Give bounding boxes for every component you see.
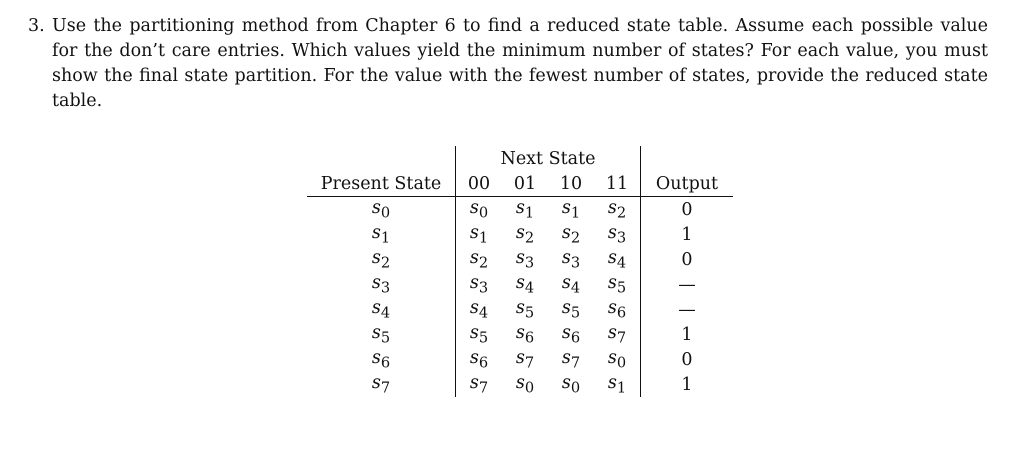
present-state-cell — [307, 297, 456, 322]
state-index: 0 — [524, 379, 535, 397]
header-row-bottom — [307, 171, 733, 197]
state-symbol: s — [607, 372, 617, 393]
state-index: 0 — [570, 379, 581, 397]
state-index: 5 — [524, 304, 535, 322]
next-state-cell — [594, 372, 641, 397]
state-index: 3 — [524, 254, 535, 272]
next-state-cell — [548, 247, 594, 272]
state-index: 2 — [478, 254, 489, 272]
next-state-cell — [594, 322, 641, 347]
state-index: 1 — [524, 204, 535, 222]
next-state-cell — [456, 297, 503, 322]
next-state-cell — [502, 347, 548, 372]
next-state-cell — [594, 272, 641, 297]
state-index: 1 — [478, 229, 489, 247]
state-index: 2 — [524, 229, 535, 247]
state-index: 0 — [616, 354, 627, 372]
state-index: 5 — [380, 329, 391, 347]
table-row — [307, 247, 733, 272]
present-state-cell — [307, 197, 456, 223]
state-symbol: s — [469, 272, 479, 293]
state-index: 4 — [524, 279, 535, 297]
next-state-cell — [456, 247, 503, 272]
input-header-01: 01 — [502, 171, 548, 197]
next-state-cell — [502, 297, 548, 322]
state-index: 0 — [380, 204, 391, 222]
next-state-cell — [594, 247, 641, 272]
state-index: 1 — [616, 379, 627, 397]
next-state-cell — [502, 372, 548, 397]
next-state-cell — [456, 222, 503, 247]
next-state-cell — [502, 222, 548, 247]
input-header-10: 10 — [548, 171, 594, 197]
state-index: 1 — [570, 204, 581, 222]
state-index: 5 — [478, 329, 489, 347]
present-state-cell — [307, 347, 456, 372]
state-symbol: s — [515, 372, 525, 393]
state-symbol: s — [371, 322, 381, 343]
state-index: 4 — [478, 304, 489, 322]
next-state-cell — [456, 322, 503, 347]
problem-statement — [28, 14, 988, 114]
output-cell: 0 — [641, 247, 734, 272]
state-index: 6 — [478, 354, 489, 372]
table-row — [307, 222, 733, 247]
state-index: 5 — [616, 279, 627, 297]
next-state-cell — [456, 197, 503, 223]
state-index: 3 — [380, 279, 391, 297]
present-state-cell — [307, 247, 456, 272]
next-state-cell — [456, 347, 503, 372]
output-cell: 0 — [641, 347, 734, 372]
state-symbol: s — [515, 347, 525, 368]
header-row-top — [307, 146, 733, 171]
state-symbol: s — [469, 247, 479, 268]
state-index: 4 — [570, 279, 581, 297]
state-index: 7 — [524, 354, 535, 372]
state-symbol: s — [561, 347, 571, 368]
state-index: 2 — [380, 254, 391, 272]
state-index: 3 — [478, 279, 489, 297]
state-symbol: s — [469, 297, 479, 318]
state-symbol: s — [607, 222, 617, 243]
next-state-cell — [548, 297, 594, 322]
state-symbol: s — [515, 322, 525, 343]
output-cell: 1 — [641, 322, 734, 347]
state-symbol: s — [371, 347, 381, 368]
state-symbol: s — [469, 372, 479, 393]
state-symbol: s — [561, 272, 571, 293]
state-index: 2 — [570, 229, 581, 247]
state-index: 4 — [616, 254, 627, 272]
input-header-00: 00 — [456, 171, 503, 197]
next-state-cell — [502, 272, 548, 297]
output-cell: 0 — [641, 197, 734, 223]
state-symbol: s — [561, 222, 571, 243]
state-index: 5 — [570, 304, 581, 322]
state-index: 7 — [616, 329, 627, 347]
next-state-cell — [594, 347, 641, 372]
next-state-cell — [594, 197, 641, 223]
next-state-cell — [456, 272, 503, 297]
state-symbol: s — [561, 297, 571, 318]
table-row — [307, 197, 733, 223]
state-index: 2 — [616, 204, 627, 222]
state-symbol: s — [469, 197, 479, 218]
state-symbol: s — [469, 322, 479, 343]
output-cell: — — [641, 297, 734, 322]
state-symbol: s — [561, 197, 571, 218]
state-symbol: s — [607, 247, 617, 268]
state-symbol: s — [371, 372, 381, 393]
table-row — [307, 297, 733, 322]
state-symbol: s — [371, 197, 381, 218]
next-state-cell — [548, 347, 594, 372]
state-table — [307, 146, 733, 397]
state-symbol: s — [607, 297, 617, 318]
state-symbol: s — [515, 197, 525, 218]
state-index: 6 — [570, 329, 581, 347]
next-state-cell — [502, 197, 548, 223]
state-symbol: s — [561, 322, 571, 343]
present-state-cell — [307, 222, 456, 247]
next-state-cell — [456, 372, 503, 397]
state-symbol: s — [371, 297, 381, 318]
state-symbol: s — [607, 197, 617, 218]
state-index: 6 — [616, 304, 627, 322]
table-row — [307, 372, 733, 397]
next-state-cell — [548, 272, 594, 297]
state-symbol: s — [561, 372, 571, 393]
problem-text: Use the partitioning method from Chapter 6 to find a reduced state table. Assume each possible value for the don’t care entries. Which values yield the minimum number of states? For each value, you must show the final state partition. For the value with the fewest number of states, provide the reduced state table. — [52, 16, 988, 111]
next-state-cell — [548, 197, 594, 223]
table-row — [307, 347, 733, 372]
next-state-header: Next State — [456, 146, 641, 171]
next-state-cell — [594, 222, 641, 247]
state-index: 7 — [478, 379, 489, 397]
output-cell: — — [641, 272, 734, 297]
state-index: 4 — [380, 304, 391, 322]
state-symbol: s — [607, 272, 617, 293]
state-symbol: s — [469, 347, 479, 368]
state-symbol: s — [607, 322, 617, 343]
state-index: 3 — [616, 229, 627, 247]
state-symbol: s — [515, 272, 525, 293]
present-state-cell — [307, 372, 456, 397]
state-index: 3 — [570, 254, 581, 272]
state-symbol: s — [469, 222, 479, 243]
state-index: 1 — [380, 229, 391, 247]
present-state-header: Present State — [307, 171, 456, 197]
state-symbol: s — [515, 222, 525, 243]
state-symbol: s — [607, 347, 617, 368]
present-state-cell — [307, 272, 456, 297]
output-cell: 1 — [641, 372, 734, 397]
next-state-cell — [502, 322, 548, 347]
state-index: 0 — [478, 204, 489, 222]
table-row — [307, 272, 733, 297]
output-header: Output — [641, 171, 734, 197]
next-state-cell — [502, 247, 548, 272]
state-symbol: s — [371, 222, 381, 243]
next-state-cell — [548, 322, 594, 347]
next-state-cell — [548, 222, 594, 247]
state-symbol: s — [561, 247, 571, 268]
next-state-cell — [548, 372, 594, 397]
state-index: 7 — [380, 379, 391, 397]
state-symbol: s — [515, 297, 525, 318]
output-cell: 1 — [641, 222, 734, 247]
next-state-cell — [594, 297, 641, 322]
present-state-cell — [307, 322, 456, 347]
input-header-11: 11 — [594, 171, 641, 197]
state-symbol: s — [371, 272, 381, 293]
state-index: 6 — [524, 329, 535, 347]
state-symbol: s — [515, 247, 525, 268]
state-index: 7 — [570, 354, 581, 372]
table-row — [307, 322, 733, 347]
problem-number: 3. — [28, 16, 45, 36]
state-index: 6 — [380, 354, 391, 372]
state-symbol: s — [371, 247, 381, 268]
